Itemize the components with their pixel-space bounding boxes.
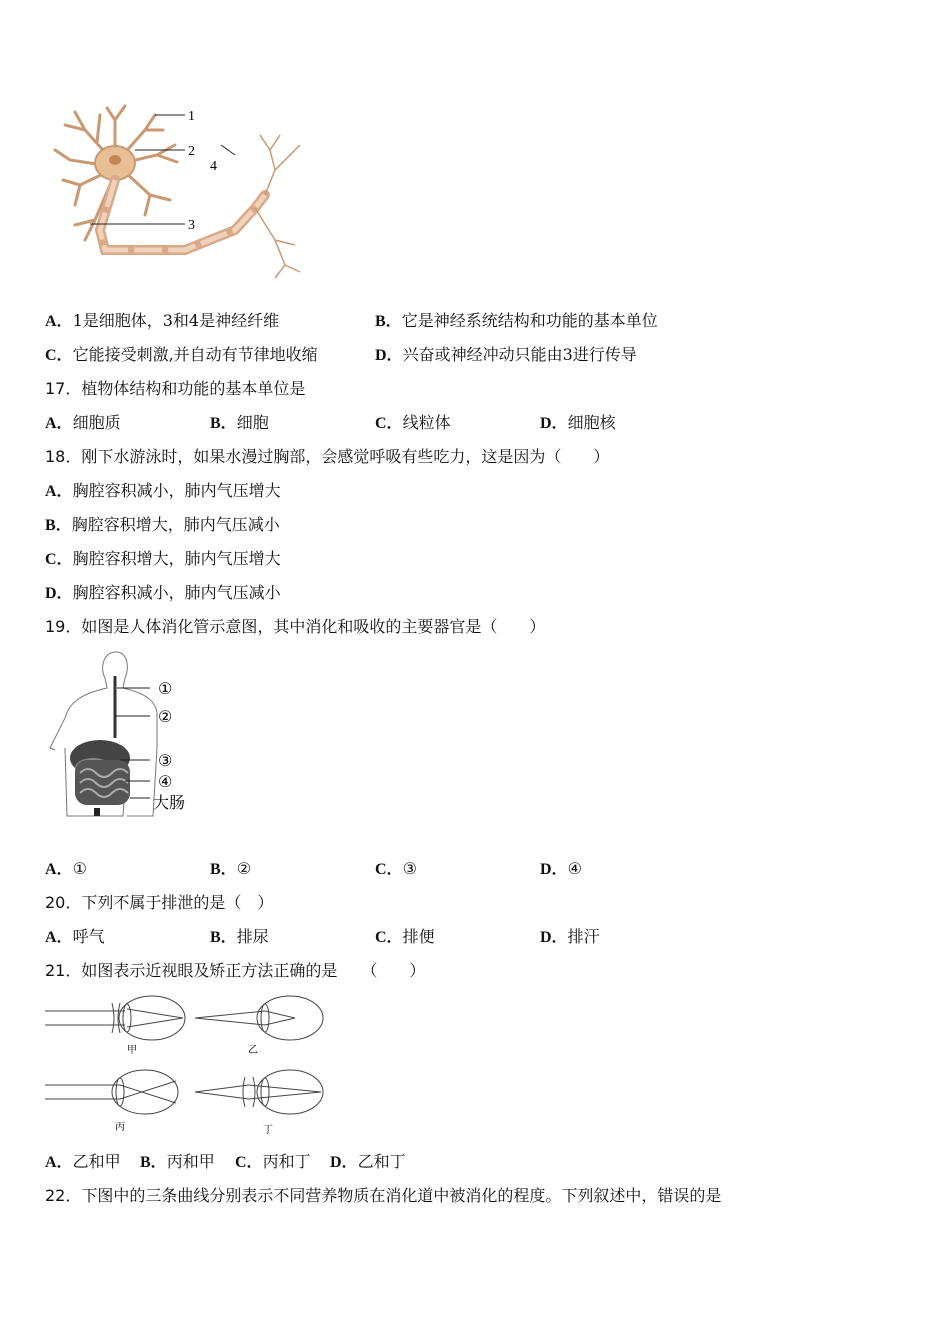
q19-option-a[interactable]: A．① xyxy=(45,859,87,878)
q19-option-d[interactable]: D．④ xyxy=(540,859,582,878)
neuron-label-4: 4 xyxy=(210,159,217,174)
q20-option-b[interactable]: B．排尿 xyxy=(210,927,269,946)
q18-option-c[interactable]: C．胸腔容积增大，肺内气压增大 xyxy=(45,549,281,568)
q20-stem: 20．下列不属于排泄的是（ ） xyxy=(45,893,274,912)
q19-stem: 19．如图是人体消化管示意图，其中消化和吸收的主要器官是（ ） xyxy=(45,617,546,636)
q16-option-b[interactable]: B．它是神经系统结构和功能的基本单位 xyxy=(375,311,658,330)
q19-option-b[interactable]: B．② xyxy=(210,859,252,878)
q17-option-a[interactable]: A．细胞质 xyxy=(45,413,121,432)
eye-diagram-figure xyxy=(45,995,335,1140)
q16-option-d[interactable]: D．兴奋或神经冲动只能由3进行传导 xyxy=(375,345,637,364)
q21-option-d[interactable]: D．乙和丁 xyxy=(330,1152,406,1171)
neuron-label-1: 1 xyxy=(188,109,195,124)
q18-option-b[interactable]: B．胸腔容积增大，肺内气压减小 xyxy=(45,515,280,534)
q21-option-b[interactable]: B．丙和甲 xyxy=(140,1152,215,1171)
digestive-label-2: ② xyxy=(158,709,173,726)
q21-option-c[interactable]: C．丙和丁 xyxy=(235,1152,311,1171)
q22-stem: 22．下图中的三条曲线分别表示不同营养物质在消化道中被消化的程度。下列叙述中，错误的是 xyxy=(45,1186,722,1205)
eye-label-ding: 丁 xyxy=(263,1125,273,1136)
q18-stem: 18．刚下水游泳时，如果水漫过胸部，会感觉呼吸有些吃力，这是因为（ ） xyxy=(45,447,610,466)
digestive-label-large-intestine: 大肠 xyxy=(153,793,186,812)
neuron-label-3: 3 xyxy=(188,218,195,233)
q17-option-c[interactable]: C．线粒体 xyxy=(375,413,451,432)
q19-option-c[interactable]: C．③ xyxy=(375,859,417,878)
q17-option-b[interactable]: B．细胞 xyxy=(210,413,269,432)
q17-stem: 17．植物体结构和功能的基本单位是 xyxy=(45,379,306,398)
q21-stem: 21．如图表示近视眼及矫正方法正确的是 （ ） xyxy=(45,961,426,980)
q20-option-c[interactable]: C．排便 xyxy=(375,927,435,946)
q16-option-c[interactable]: C．它能接受刺激,并自动有节律地收缩 xyxy=(45,345,318,364)
digestive-figure xyxy=(45,648,205,820)
q18-option-d[interactable]: D．胸腔容积减小，肺内气压减小 xyxy=(45,583,281,602)
digestive-label-1: ① xyxy=(158,681,173,698)
q21-option-a[interactable]: A．乙和甲 xyxy=(45,1152,121,1171)
neuron-label-2: 2 xyxy=(188,144,195,159)
q18-option-a[interactable]: A．胸腔容积减小，肺内气压增大 xyxy=(45,481,281,500)
q17-option-d[interactable]: D．细胞核 xyxy=(540,413,616,432)
q16-option-a[interactable]: A．1是细胞体，3和4是神经纤维 xyxy=(45,311,280,330)
eye-label-bing: 丙 xyxy=(115,1122,125,1133)
q20-option-a[interactable]: A．呼气 xyxy=(45,927,105,946)
digestive-label-4: ④ xyxy=(158,774,173,791)
neuron-figure xyxy=(45,100,305,285)
eye-label-jia: 甲 xyxy=(127,1045,137,1056)
eye-label-yi: 乙 xyxy=(248,1045,258,1056)
digestive-label-3: ③ xyxy=(158,753,173,770)
q20-option-d[interactable]: D．排汗 xyxy=(540,927,600,946)
